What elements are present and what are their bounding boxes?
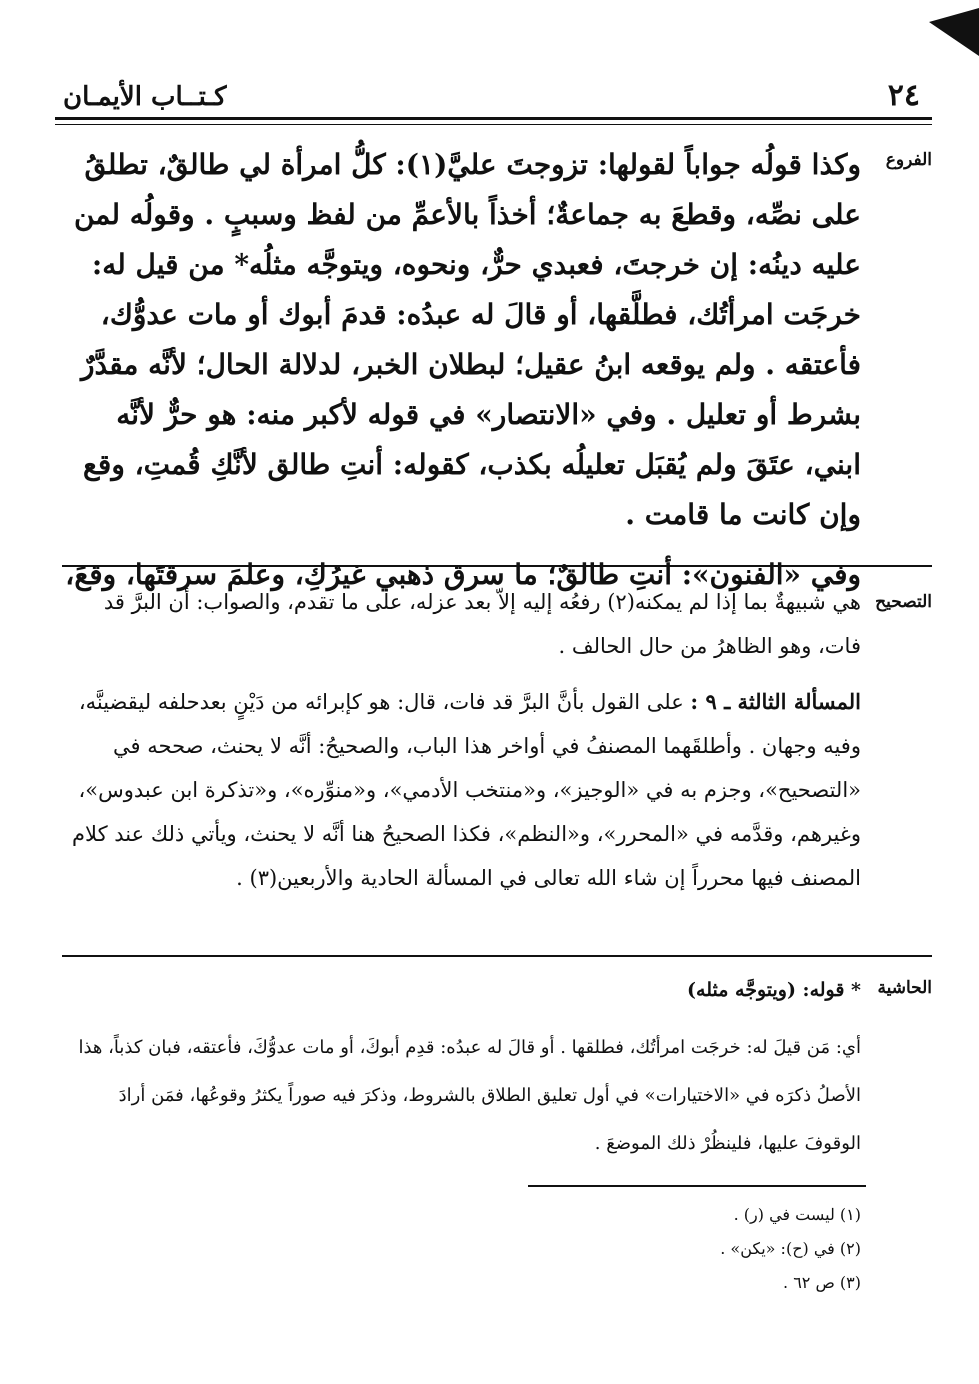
corner-page-marker (929, 8, 979, 56)
section-divider (62, 565, 932, 567)
section-label-hashiya: الحاشية (877, 978, 932, 998)
book-title: كـتــاب الأيمـان (63, 82, 227, 112)
hashiya-paragraph: أي: مَن قيلَ له: خرجَت امرأتُك، فطلقها . أو قالَ له عبدُه: قدِم أبوكَ، أو مات عدوُّكَ، فأعتقه، فبان كذباً، هذا الأصلُ ذكرَه في «الاختيارات» في أول تعليق الطلاق بالشروط، وذكرَ فيه صوراً يكثرُ وقوعُها، فمَن أرادَ الوقوفَ عليها، فلينظُرْ ذلك الموضعَ . (78, 1037, 861, 1154)
hashiya-text (62, 970, 861, 1168)
footnote-rule (528, 1185, 866, 1187)
issue-title: المسألة الثالثة ـ ٩ : (690, 689, 861, 714)
issue-text: على القول بأنَّ البرَّ قد فات، قال: هو كإبرائه من دَيْنٍ بعدحلفه ليقضينَّه، وفيه وجهان . وأطلقَهما المصنفُ في أواخر هذا الباب، والصحيحُ: أنَّه لا يحنث، صححه في «التصحيح»، وجزم به في «الوجيز»، و«منتخب الأدمي»، و«منوِّره»، و«تذكرة ابن عبدوس»، وغيرهم، وقدَّمه في «المحرر»، و«النظم»، فكذا الصحيحُ هنا أنَّه لا يحنث، ويأتي ذلك عند كلام المصنف فيها محرراً إن شاء الله تعالى في المسألة الحادية والأربعين(٣) . (72, 690, 861, 890)
correction-paragraph: هي شبيهةٌ بما إذا لم يمكنه(٢) رفعُه إليه إلاّ بعد عزله، على ما تقدم، والصواب: أن البرَّ قد فات، وهو الظاهرُ من حال الحالف . (103, 590, 861, 658)
footnote: (٢) في (ح): «يكن» . (720, 1239, 861, 1258)
header-rule-thin (55, 124, 932, 125)
issue-paragraph (62, 680, 861, 900)
footnotes (500, 1198, 861, 1300)
footnote: (١) ليست في (ر) . (733, 1205, 861, 1224)
page-header (55, 70, 932, 120)
header-rule (55, 117, 932, 120)
hashiya-heading: * قوله: (ويتوجَّه مثله) (687, 979, 861, 1001)
section-label-furu: الفروع (885, 150, 932, 170)
page-number: ٢٤ (887, 78, 920, 113)
main-text (62, 140, 861, 600)
main-paragraph: وكذا قولُه جواباً لقولها: تزوجتَ عليَّ(١): كلُّ امرأة لي طالقٌ، تطلقُ على نصِّه، وقطعَ به جماعةٌ؛ أخذاً بالأعمِّ من لفظ وسببٍ . وقولُه لمن عليه دينُه: إن خرجتَ، فعبدي حرٌّ، ونحوه، ويتوجَّه مثلُه* من قيل له: خرجَت امرأتُك، فطلَّقها، أو قالَ له عبدُه: قدمَ أبوك أو مات عدوُّك، فأعتقه . ولم يوقعه ابنُ عقيل؛ لبطلان الخبر، لدلالة الحال؛ لأنَّه مقدَّرٌ بشرط أو تعليل . وفي «الانتصار» في قوله لأكبر منه: هو حرٌّ لأنَّه ابني، عتَقَ ولم يُقبَل تعليلُه بكذب، كقوله: أنتِ طالق لأنَّكِ قُمتِ، وقع وإن كانت ما قامت . (73, 148, 861, 531)
section-label-tashih: التصحيح (875, 592, 932, 612)
correction-text (62, 580, 861, 900)
section-divider (62, 955, 932, 957)
main-paragraph-continued: وفي «الفنون»: أنتِ طالقٌ؛ ما سرق ذهبي غيرُكِ، وعلمَ سرقتَها، وقعَ، (65, 558, 861, 591)
footnote: (٣) ص ٦٢ . (783, 1273, 861, 1292)
